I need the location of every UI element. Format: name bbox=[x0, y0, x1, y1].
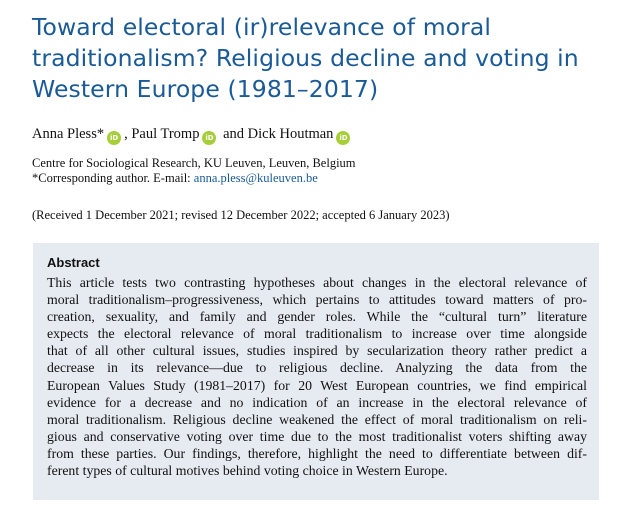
email-link[interactable]: anna.pless@kuleuven.be bbox=[193, 171, 318, 185]
author-name[interactable]: Anna Pless* bbox=[32, 126, 105, 142]
orcid-icon[interactable]: iD bbox=[107, 131, 121, 145]
corresponding-author-label: *Corresponding author. E-mail: bbox=[32, 171, 194, 185]
author-list bbox=[32, 126, 353, 145]
abstract-text bbox=[47, 274, 587, 479]
affiliation-line: Centre for Sociological Research, KU Leuven, Leuven, Belgium bbox=[32, 156, 356, 170]
author-separator: and bbox=[219, 126, 248, 142]
abstract-line: ferent types of cultural motives behind voting choice in Western Europe. bbox=[47, 463, 448, 479]
affiliation bbox=[32, 156, 356, 186]
title-line: Western Europe (1981–2017) bbox=[32, 75, 379, 103]
abstract-line: that of all other cultural issues, studies inspired by secularization theory rather predict a bbox=[47, 343, 587, 359]
abstract-line: This article tests two contrasting hypotheses about changes in the electoral relevance of bbox=[47, 275, 587, 290]
title-line: Toward electoral (ir)relevance of moral bbox=[32, 13, 492, 41]
article-title bbox=[32, 12, 602, 105]
abstract-line: European Values Study (1981–2017) for 20 West European countries, we find empirical bbox=[47, 377, 587, 393]
corresponding-author-line bbox=[32, 171, 356, 186]
author-separator: , bbox=[124, 126, 132, 142]
abstract-heading: Abstract bbox=[47, 255, 100, 270]
abstract-line: evidence for a decrease and no indication of an increase in the electoral relevance of bbox=[47, 394, 587, 410]
submission-dates: (Received 1 December 2021; revised 12 December 2022; accepted 6 January 2023) bbox=[32, 208, 450, 222]
abstract-line: creation, sexuality, and family and gender roles. While the “cultural turn” literature bbox=[47, 309, 587, 325]
abstract-line: expects the electoral relevance of moral traditionalism to increase over time alongside bbox=[47, 326, 587, 342]
title-line: traditionalism? Religious decline and voting in bbox=[32, 44, 579, 72]
abstract-line: moral traditionalism–progressiveness, which pertains to attitudes toward matters of pro- bbox=[47, 292, 587, 308]
author-name[interactable]: Paul Tromp bbox=[131, 126, 200, 142]
orcid-icon[interactable]: iD bbox=[336, 131, 350, 145]
abstract-line: from these parties. Our findings, therefore, highlight the need to differentiate between dif- bbox=[47, 445, 587, 461]
abstract-line: decrease in its relevance—due to religious decline. Analyzing the data from the bbox=[47, 360, 587, 376]
orcid-icon[interactable]: iD bbox=[202, 131, 216, 145]
abstract-line: gious and conservative voting over time due to the most traditionalist voters shifting away bbox=[47, 428, 587, 444]
abstract-line: moral traditionalism. Religious decline weakened the effect of moral traditionalism on reli- bbox=[47, 411, 587, 427]
author-name[interactable]: Dick Houtman bbox=[247, 126, 334, 142]
